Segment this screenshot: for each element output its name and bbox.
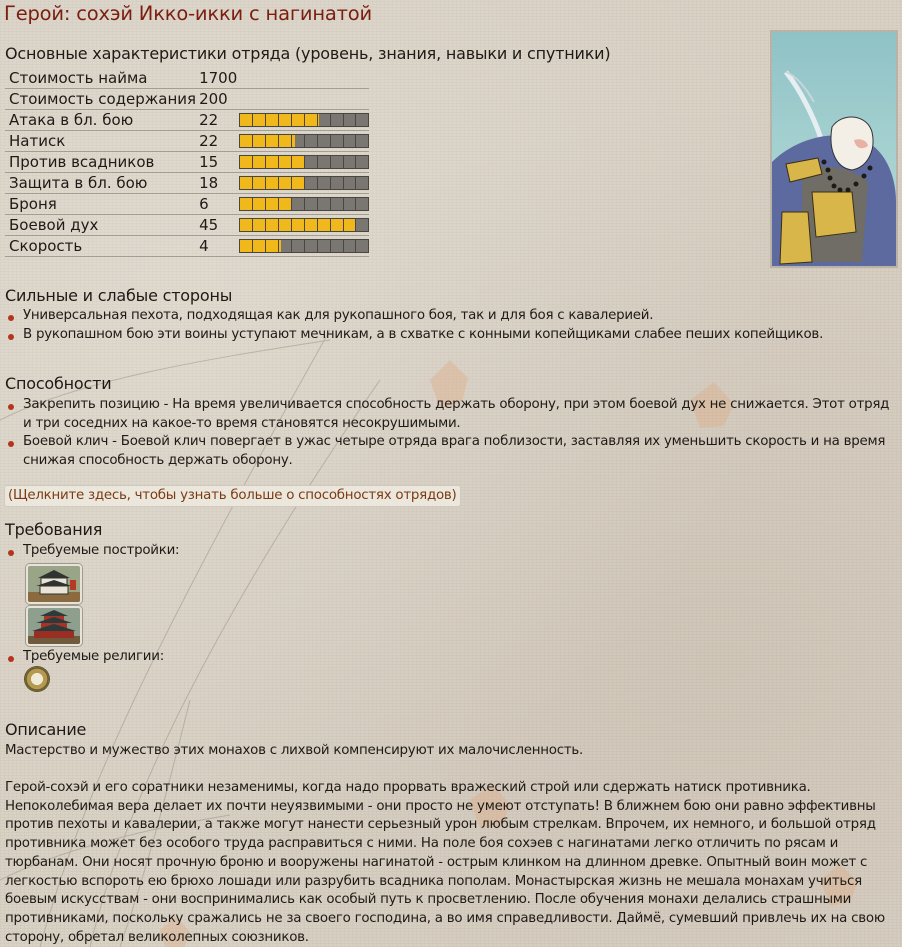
stat-bar-cell bbox=[305, 219, 317, 231]
stat-bar-cell bbox=[331, 219, 343, 231]
stat-bar bbox=[239, 239, 369, 253]
stat-row bbox=[5, 131, 369, 152]
stat-bar-cell bbox=[305, 177, 317, 189]
bullet-icon bbox=[8, 550, 14, 556]
requirements-religions bbox=[8, 648, 164, 667]
stat-bar-fill bbox=[240, 177, 252, 189]
stat-bar-cell bbox=[279, 135, 291, 147]
stat-bar-cell bbox=[266, 135, 278, 147]
stat-bar-fill bbox=[279, 177, 291, 189]
stat-bar-cell-wrap bbox=[237, 194, 369, 215]
requirements-buildings bbox=[8, 542, 179, 561]
stat-bar bbox=[239, 155, 369, 169]
description-line: легкостью вспороть ею брюхо лошади или разрубить всадника пополам. Монастырская жизнь не мешала монахам учиться bbox=[5, 873, 862, 889]
stat-bar-cell bbox=[318, 198, 330, 210]
strengths-list bbox=[8, 307, 823, 344]
stat-bar-fill bbox=[240, 198, 252, 210]
building-icon-pagoda[interactable] bbox=[26, 606, 82, 646]
stat-bar-cell bbox=[356, 240, 368, 252]
stat-bar-cell bbox=[253, 177, 265, 189]
stat-bar-cell-wrap bbox=[237, 131, 369, 152]
stat-bar-fill bbox=[279, 156, 291, 168]
stat-bar-cell bbox=[318, 135, 330, 147]
stat-row bbox=[5, 215, 369, 236]
stat-bar-cell bbox=[279, 114, 291, 126]
stat-bar-fill bbox=[253, 135, 265, 147]
stat-bar-fill bbox=[344, 219, 356, 231]
stat-bar-cell bbox=[318, 156, 330, 168]
stat-bar-cell bbox=[292, 156, 304, 168]
stat-bar-fill bbox=[292, 219, 304, 231]
stat-bar-fill bbox=[253, 156, 265, 168]
stat-row bbox=[5, 194, 369, 215]
list-item: В рукопашном бою эти воины уступают мечникам, а в схватке с конными копейщиками слабее пеших копейщиков. bbox=[8, 326, 823, 345]
stat-bar-cell bbox=[331, 177, 343, 189]
stat-bar-fill bbox=[305, 114, 317, 126]
stat-bar-cell-wrap bbox=[237, 215, 369, 236]
stat-bar-cell bbox=[266, 240, 278, 252]
stat-bar-cell bbox=[292, 135, 304, 147]
stat-bar-cell bbox=[318, 219, 330, 231]
stat-row bbox=[5, 173, 369, 194]
bullet-icon bbox=[8, 315, 14, 321]
stat-label: Стоимость содержания bbox=[5, 89, 196, 110]
stat-bar-cell bbox=[253, 135, 265, 147]
list-item: Универсальная пехота, подходящая как для рукопашного боя, так и для боя с кавалерией. bbox=[8, 307, 823, 326]
stat-bar-cell bbox=[253, 156, 265, 168]
stat-label: Защита в бл. бою bbox=[5, 173, 196, 194]
stat-bar bbox=[239, 218, 369, 232]
stat-bar-cell bbox=[331, 114, 343, 126]
stat-value: 45 bbox=[196, 215, 237, 236]
stat-bar-fill bbox=[292, 156, 304, 168]
stat-bar-cell bbox=[253, 198, 265, 210]
stat-bar-cell bbox=[292, 114, 304, 126]
stat-bar-cell bbox=[344, 240, 356, 252]
bullet-icon bbox=[8, 334, 14, 340]
stat-bar-cell-wrap bbox=[237, 152, 369, 173]
stat-bar-cell bbox=[279, 156, 291, 168]
stat-bar-cell bbox=[305, 135, 317, 147]
stat-bar-cell bbox=[331, 156, 343, 168]
stat-bar-fill bbox=[266, 156, 278, 168]
description-line: боевым искусствам - они воспринимались как особый путь к просветлению. После обучения монахи делались страшными bbox=[5, 892, 852, 908]
stat-bar-fill bbox=[279, 219, 291, 231]
stat-bar-cell bbox=[279, 177, 291, 189]
list-item: Закрепить позицию - На время увеличивается способность держать оборону, при этом боевой дух не снижается. Этот отряд и три соседних на какое-то время становятся несокрушимыми. bbox=[8, 396, 889, 433]
stat-bar-fill bbox=[240, 135, 252, 147]
list-item: Требуемые религии: bbox=[8, 648, 164, 667]
stat-label: Против всадников bbox=[5, 152, 196, 173]
stat-value: 22 bbox=[196, 131, 237, 152]
description-line: сторону, обретал великолепных союзников. bbox=[5, 929, 309, 945]
stat-bar-fill bbox=[279, 135, 291, 147]
stat-label: Броня bbox=[5, 194, 196, 215]
stat-bar-fill bbox=[292, 177, 304, 189]
stat-bar-fill bbox=[266, 177, 278, 189]
stat-bar-cell-wrap bbox=[237, 68, 369, 89]
stat-bar-cell-wrap bbox=[237, 236, 369, 257]
stat-label: Натиск bbox=[5, 131, 196, 152]
stat-bar-cell bbox=[240, 135, 252, 147]
list-item: Требуемые постройки: bbox=[8, 542, 179, 561]
stat-bar-cell-wrap bbox=[237, 173, 369, 194]
stat-bar-cell bbox=[318, 240, 330, 252]
requirements-heading: Требования bbox=[5, 520, 103, 539]
bullet-icon bbox=[8, 441, 14, 447]
stat-bar-cell bbox=[356, 198, 368, 210]
stat-bar-fill bbox=[331, 219, 343, 231]
description-heading: Описание bbox=[5, 720, 87, 739]
stat-bar-fill bbox=[266, 198, 278, 210]
stat-bar-fill bbox=[279, 114, 291, 126]
bullet-icon bbox=[8, 404, 14, 410]
stat-bar-cell bbox=[356, 156, 368, 168]
stat-bar-cell bbox=[266, 219, 278, 231]
stat-bar-fill bbox=[240, 114, 252, 126]
page-title: Герой: сохэй Икко-икки с нагинатой bbox=[4, 2, 373, 25]
stat-bar-cell-wrap bbox=[237, 110, 369, 131]
stat-row bbox=[5, 89, 369, 110]
stat-value: 22 bbox=[196, 110, 237, 131]
religion-icon-buddhism[interactable] bbox=[25, 667, 49, 691]
stat-bar-cell bbox=[331, 135, 343, 147]
stat-bar-cell bbox=[266, 114, 278, 126]
stat-bar-cell bbox=[240, 198, 252, 210]
stat-bar-cell bbox=[344, 135, 356, 147]
stat-bar-cell bbox=[266, 198, 278, 210]
stat-bar-fill bbox=[318, 114, 320, 126]
stat-row bbox=[5, 110, 369, 131]
bullet-icon bbox=[8, 656, 14, 662]
stat-value: 18 bbox=[196, 173, 237, 194]
description-line: против пехоты и кавалерии, а также могут нанести серьезный урон любым стрелкам. Впрочем, их немного, и большой отряд bbox=[5, 817, 876, 833]
stat-bar-cell bbox=[253, 240, 265, 252]
stat-bar-cell bbox=[240, 156, 252, 168]
stat-bar-fill bbox=[240, 156, 252, 168]
stat-bar-cell bbox=[279, 240, 291, 252]
stat-bar-cell bbox=[318, 177, 330, 189]
stats-table bbox=[5, 68, 369, 257]
stat-row bbox=[5, 68, 369, 89]
stat-row bbox=[5, 152, 369, 173]
stat-value: 200 bbox=[196, 89, 237, 110]
stat-bar-cell bbox=[356, 177, 368, 189]
stat-bar-fill bbox=[266, 219, 278, 231]
stat-bar-cell bbox=[253, 219, 265, 231]
stat-bar-cell bbox=[344, 156, 356, 168]
stat-bar-cell bbox=[292, 198, 304, 210]
stat-bar-cell bbox=[344, 114, 356, 126]
stat-bar-cell bbox=[266, 156, 278, 168]
stat-bar-cell bbox=[240, 177, 252, 189]
stat-bar bbox=[239, 197, 369, 211]
stat-bar-fill bbox=[266, 114, 278, 126]
stat-label: Скорость bbox=[5, 236, 196, 257]
stat-value: 6 bbox=[196, 194, 237, 215]
stat-value: 1700 bbox=[196, 68, 237, 89]
stat-bar-cell bbox=[305, 240, 317, 252]
description-line: Непоколебимая вера делает их почти неуязвимыми - они просто не умеют отступать! В ближнем бою они равно эффективны bbox=[5, 798, 876, 814]
unit-portrait bbox=[770, 30, 898, 268]
stat-bar-cell bbox=[240, 114, 252, 126]
stat-bar-cell bbox=[279, 219, 291, 231]
stat-bar-cell bbox=[344, 177, 356, 189]
stat-bar-cell bbox=[253, 114, 265, 126]
stat-bar-fill bbox=[253, 177, 265, 189]
description-line: противника может без особого труда расправиться с ними. На поле боя сохэев с нагинатами легко отличить по рясам и bbox=[5, 836, 839, 852]
stat-bar-fill bbox=[279, 240, 281, 252]
stat-bar-fill bbox=[318, 219, 330, 231]
stat-bar-cell bbox=[331, 240, 343, 252]
stat-bar-cell-wrap bbox=[237, 89, 369, 110]
stat-bar-fill bbox=[292, 135, 296, 147]
stat-bar-cell bbox=[292, 240, 304, 252]
stat-bar-cell bbox=[279, 198, 291, 210]
stat-label: Атака в бл. бою bbox=[5, 110, 196, 131]
description-line: Герой-сохэй и его соратники незаменимы, когда надо прорвать вражеский строй или сдержать натиск противника. bbox=[5, 780, 811, 795]
stat-bar-cell bbox=[292, 219, 304, 231]
stat-bar-cell bbox=[344, 198, 356, 210]
description-body bbox=[5, 779, 885, 947]
stat-bar-fill bbox=[253, 114, 265, 126]
list-item: Боевой клич - Боевой клич повергает в ужас четыре отряда врага поблизости, заставляя их уменьшить скорость и на время снижая способность держать оборону. bbox=[8, 433, 889, 470]
warrior-monk-illustration bbox=[772, 32, 896, 266]
stat-bar-cell bbox=[305, 114, 317, 126]
stat-bar-cell bbox=[356, 135, 368, 147]
stat-bar-cell bbox=[292, 177, 304, 189]
abilities-more-link[interactable]: (Щелкните здесь, чтобы узнать больше о способностях отрядов) bbox=[4, 485, 461, 507]
stat-bar-fill bbox=[240, 219, 252, 231]
stat-bar-fill bbox=[279, 198, 291, 210]
abilities-list bbox=[8, 396, 889, 470]
stat-bar-fill bbox=[253, 198, 265, 210]
description-line: тюрбанам. Они носят прочную броню и вооружены нагинатой - острым клинком на длинном древке. Опытный воин может с bbox=[5, 854, 868, 870]
stat-bar-fill bbox=[253, 219, 265, 231]
stat-bar-cell bbox=[266, 177, 278, 189]
description-summary: Мастерство и мужество этих монахов с лихвой компенсируют их малочисленность. bbox=[5, 743, 584, 758]
stat-bar-cell bbox=[240, 240, 252, 252]
abilities-heading: Способности bbox=[5, 374, 112, 393]
stat-row bbox=[5, 236, 369, 257]
building-icon-temple[interactable] bbox=[26, 564, 82, 604]
stat-bar-cell bbox=[331, 198, 343, 210]
stat-bar-cell bbox=[305, 198, 317, 210]
stat-bar-fill bbox=[305, 219, 317, 231]
stat-bar bbox=[239, 113, 369, 127]
stat-bar-cell bbox=[240, 219, 252, 231]
stat-value: 4 bbox=[196, 236, 237, 257]
stat-bar-cell bbox=[356, 114, 368, 126]
stat-bar-fill bbox=[240, 240, 252, 252]
stat-bar-cell bbox=[356, 219, 368, 231]
stat-bar-fill bbox=[292, 114, 304, 126]
description-line: противниками, поскольку сражались не за своего господина, а во имя справедливости. Даймё, сумевший привлечь их на свою bbox=[5, 910, 885, 926]
stat-bar-fill bbox=[266, 135, 278, 147]
stat-label: Боевой дух bbox=[5, 215, 196, 236]
stat-bar bbox=[239, 176, 369, 190]
stat-value: 15 bbox=[196, 152, 237, 173]
stat-label: Стоимость найма bbox=[5, 68, 196, 89]
stat-bar-fill bbox=[253, 240, 265, 252]
stat-bar bbox=[239, 134, 369, 148]
strengths-heading: Сильные и слабые стороны bbox=[5, 286, 233, 305]
stat-bar-cell bbox=[305, 156, 317, 168]
stats-heading: Основные характеристики отряда (уровень, знания, навыки и спутники) bbox=[5, 44, 611, 63]
stat-bar-cell bbox=[344, 219, 356, 231]
stat-bar-fill bbox=[266, 240, 278, 252]
stat-bar-cell bbox=[318, 114, 330, 126]
